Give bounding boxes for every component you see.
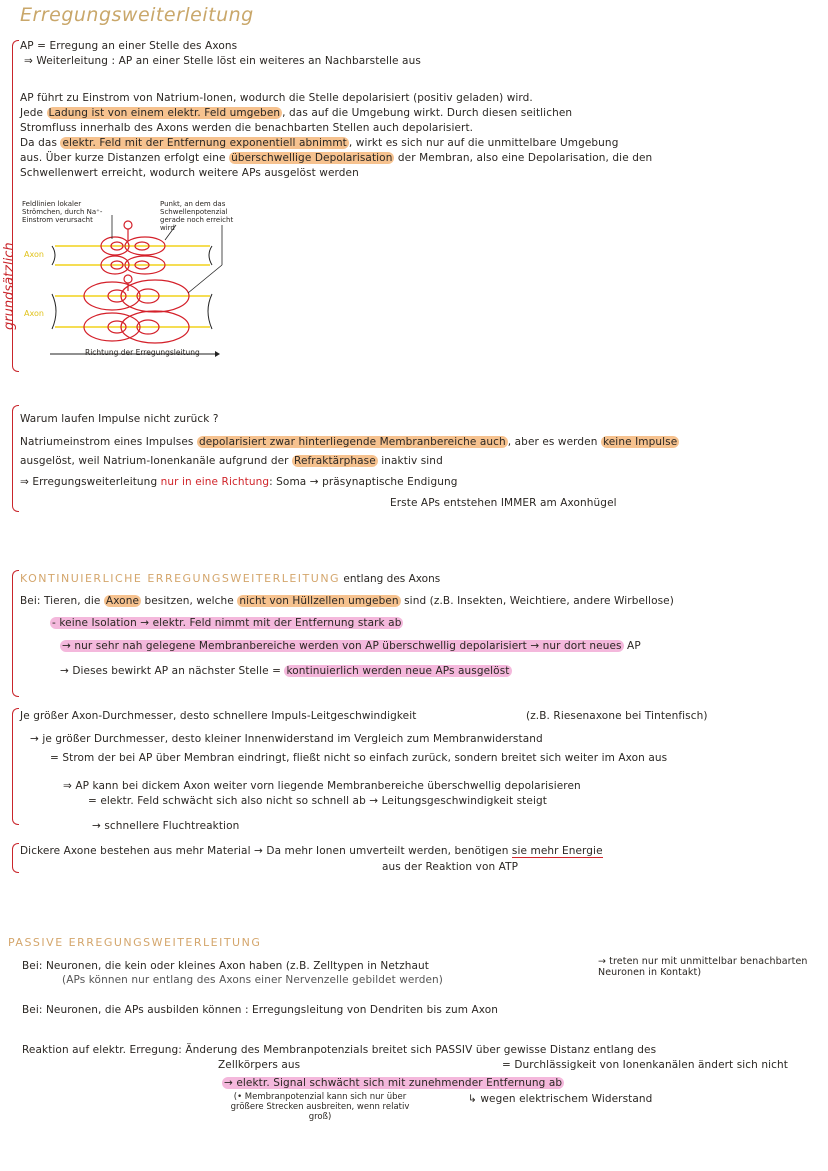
side-label: grundsätzlich [2, 242, 17, 330]
definition-line: ⇒ Weiterleitung : AP an einer Stelle löst ein weiteres an Nachbarstelle aus [24, 55, 421, 67]
text: ⇒ Erregungsweiterleitung [20, 476, 158, 488]
text: , aber es werden [507, 436, 598, 448]
paragraph-line: ⇒ AP kann bei dickem Axon weiter vorn liegende Membranbereiche überschwellig depolarisieren [63, 780, 581, 792]
highlight-orange: Refraktärphase [294, 455, 376, 467]
text: Dickere Axone bestehen aus mehr Material → Da mehr Ionen umverteilt werden, benötigen [20, 845, 509, 857]
highlight-orange: keine Impulse [602, 436, 678, 448]
text: Jede [20, 107, 44, 119]
text: entlang des Axons [343, 573, 441, 585]
paragraph-line: (APs können nur entlang des Axons einer Nervenzelle gebildet werden) [62, 974, 443, 986]
side-note: → treten nur mit unmittelbar benachbarten Neuronen in Kontakt) [598, 956, 808, 978]
note-small: (• Membranpotenzial kann sich nur über größere Strecken ausbreiten, wenn relativ groß) [230, 1092, 410, 1122]
question: Warum laufen Impulse nicht zurück ? [20, 413, 219, 425]
paragraph-line: aus der Reaktion von ATP [382, 861, 519, 873]
text: , wirkt es sich nur auf die unmittelbare Umgebung [348, 137, 619, 149]
paragraph-line: → schnellere Fluchtreaktion [92, 820, 240, 832]
bullet-line [222, 1077, 564, 1090]
paragraph-line [20, 455, 443, 468]
text: : Soma → präsynaptische Endigung [269, 476, 458, 488]
bullet-line [60, 665, 512, 678]
highlight-pink: → nur sehr nah gelegene Membranbereiche werden von AP überschwellig depolarisiert → nur dort neues [62, 640, 622, 652]
highlight-pink: kontinuierlich werden neue APs ausgelöst [286, 665, 510, 677]
paragraph-line: Schwellenwert erreicht, wodurch weitere APs ausgelöst werden [20, 167, 359, 179]
paragraph-line [20, 152, 652, 165]
text: der Membran, also eine Depolarisation, die den [397, 152, 653, 164]
section-heading: PASSIVE ERREGUNGSWEITERLEITUNG [8, 936, 262, 949]
text: Bei: Tieren, die [20, 595, 101, 607]
text: sind (z.B. Insekten, Weichtiere, andere Wirbellose) [404, 595, 674, 607]
text: besitzen, welche [144, 595, 234, 607]
highlight-pink: - keine Isolation → elektr. Feld nimmt mit der Entfernung stark ab [52, 617, 402, 629]
paragraph-line [20, 107, 572, 120]
paragraph-line: Erste APs entstehen IMMER am Axonhügel [390, 497, 617, 509]
red-text: nur in eine Richtung [160, 476, 270, 488]
paragraph-line: Zellkörpers aus [218, 1059, 301, 1071]
diagram-arrow-label: Richtung der Erregungsleitung [85, 348, 200, 357]
section-heading [20, 572, 440, 585]
paragraph-line: AP führt zu Einstrom von Natrium-Ionen, wodurch die Stelle depolarisiert (positiv geladen) wird. [20, 92, 533, 104]
axon-field-diagram [0, 195, 280, 370]
paragraph-line: Reaktion auf elektr. Erregung: Änderung des Membranpotenzials breitet sich PASSIV über gewisse Distanz entlang des [22, 1044, 657, 1056]
paragraph-line [20, 595, 674, 608]
text: AP [627, 640, 641, 652]
paragraph-line [20, 436, 679, 449]
text: aus. Über kurze Distanzen erfolgt eine [20, 152, 226, 164]
highlight-orange: überschwellige Depolarisation [231, 152, 393, 164]
note-text: ↳ wegen elektrischem Widerstand [468, 1093, 653, 1105]
heading-text: KONTINUIERLICHE ERREGUNGSWEITERLEITUNG [20, 572, 341, 585]
paragraph-line: = elektr. Feld schwächt sich also nicht so schnell ab → Leitungsgeschwindigkeit steigt [88, 795, 547, 807]
diagram-annotation-right: Punkt, an dem das Schwellenpotenzial gerade noch erreicht wird [160, 200, 234, 232]
axon-label: Axon [24, 250, 44, 259]
conclusion-line [20, 476, 458, 489]
highlight-orange: Ladung ist von einem elektr. Feld umgeben [48, 107, 281, 119]
section-brace [12, 570, 19, 697]
highlight-orange: nicht von Hüllzellen umgeben [239, 595, 399, 607]
text: Natriumeinstrom eines Impulses [20, 436, 194, 448]
definition-line: AP = Erregung an einer Stelle des Axons [20, 40, 238, 52]
paragraph-line: Je größer Axon-Durchmesser, desto schnellere Impuls-Leitgeschwindigkeit [20, 710, 417, 722]
section-brace [12, 708, 19, 825]
paragraph-line [20, 137, 618, 150]
paragraph-line: → je größer Durchmesser, desto kleiner Innenwiderstand im Vergleich zum Membranwiderstand [30, 733, 543, 745]
bullet-line [60, 640, 641, 653]
text: , das auf die Umgebung wirkt. Durch diesen seitlichen [282, 107, 573, 119]
highlight-pink: → elektr. Signal schwächt sich mit zunehmender Entfernung ab [224, 1077, 563, 1089]
diagram-annotation-left: Feldlinien lokaler Strömchen, durch Na⁺-Einstrom verursacht [22, 200, 103, 224]
text: ausgelöst, weil Natrium-Ionenkanäle aufgrund der [20, 455, 289, 467]
text: Da das [20, 137, 58, 149]
axon-label: Axon [24, 309, 44, 318]
paragraph-line: Bei: Neuronen, die kein oder kleines Axon haben (z.B. Zelltypen in Netzhaut [22, 960, 430, 972]
text: → Dieses bewirkt AP an nächster Stelle = [60, 665, 281, 677]
paragraph-line: Stromfluss innerhalb des Axons werden die benachbarten Stellen auch depolarisiert. [20, 122, 474, 134]
highlight-orange: depolarisiert zwar hinterliegende Membranbereiche auch [198, 436, 506, 448]
highlight-orange: Axone [105, 595, 140, 607]
bullet-line [50, 617, 403, 630]
highlight-orange: elektr. Feld mit der Entfernung exponentiell abnimmt [62, 137, 347, 149]
text: inaktiv sind [381, 455, 443, 467]
underlined-text: sie mehr Energie [511, 845, 603, 857]
section-brace [12, 405, 19, 512]
section-brace [12, 843, 19, 873]
example-text: (z.B. Riesenaxone bei Tintenfisch) [526, 710, 708, 722]
page-title: Erregungsweiterleitung [20, 4, 254, 26]
paragraph-line: Bei: Neuronen, die APs ausbilden können : Erregungsleitung von Dendriten bis zum Axon [22, 1004, 499, 1016]
paragraph-line: = Strom der bei AP über Membran eindringt, fließt nicht so einfach zurück, sondern breitet sich weiter im Axon aus [50, 752, 668, 764]
paragraph-line [20, 845, 603, 858]
paragraph-line: = Durchlässigkeit von Ionenkanälen ändert sich nicht [502, 1059, 788, 1071]
